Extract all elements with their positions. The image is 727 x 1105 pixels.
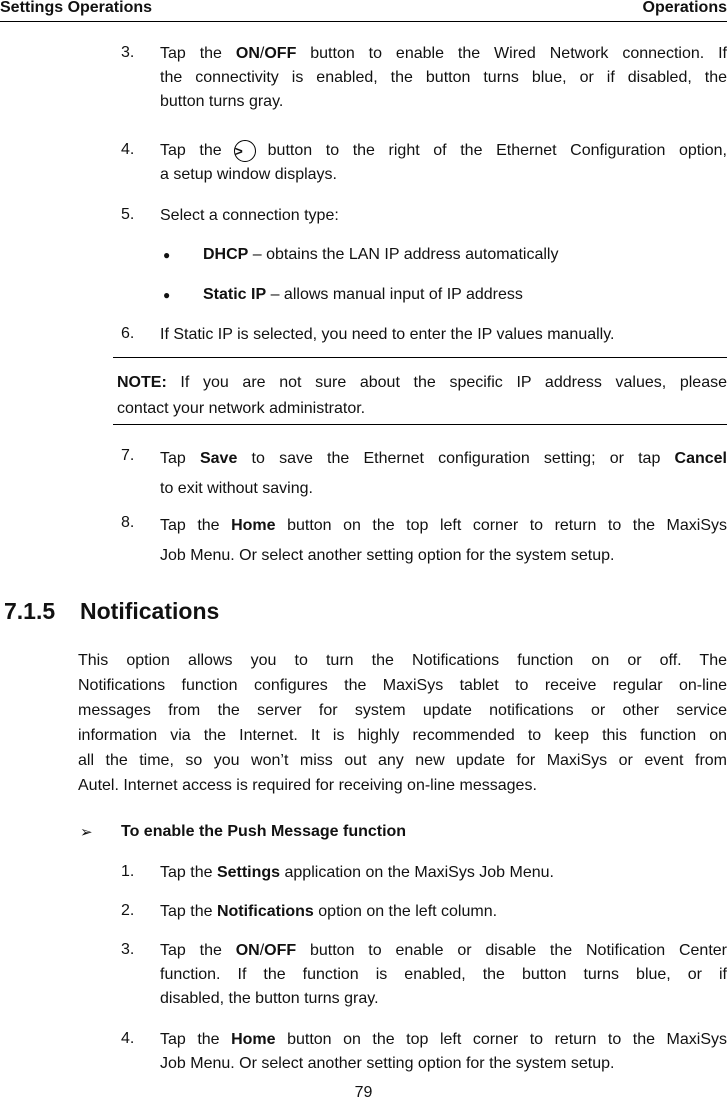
arrow-bullet-icon: ➢ <box>80 824 93 841</box>
step-3a-line1-part: / <box>259 45 265 62</box>
header-right-title: Operations <box>642 0 727 16</box>
step-b3-sep: / <box>259 942 265 959</box>
step-b2-pre: Tap the <box>160 903 217 920</box>
page-header <box>0 0 727 22</box>
step-4a-pre: Tap the <box>160 142 222 159</box>
bold-term: Notifications <box>216 903 314 920</box>
bold-term: OFF <box>264 45 297 62</box>
step-4a-line2: a setup window displays. <box>160 166 337 183</box>
bold-term: Home <box>231 1031 276 1048</box>
step-b3-line3: disabled, the button turns gray. <box>160 990 379 1007</box>
section-heading <box>4 598 219 625</box>
bullet-term: Static IP <box>203 286 267 303</box>
step-number: 2. <box>121 902 135 919</box>
step-3a-line3: button turns gray. <box>160 93 284 110</box>
step-b3-pre: Tap the <box>160 942 236 959</box>
step-8-line2: Job Menu. Or select another setting option for the system setup. <box>160 547 615 564</box>
step-b1-post: application on the MaxiSys Job Menu. <box>280 864 554 881</box>
paragraph-line: messages from the server for system update notifications or other service <box>78 702 727 719</box>
step-b3-line2: function. If the function is enabled, the button turns blue, or if <box>160 966 727 983</box>
note-label: NOTE: <box>117 374 167 391</box>
step-7-line2: to exit without saving. <box>160 480 313 497</box>
step-b2-post: option on the left column. <box>313 903 498 920</box>
step-text <box>160 511 727 571</box>
step-3a-line1-part: Tap the <box>160 45 236 62</box>
step-number: 5. <box>121 206 135 223</box>
paragraph-line: Autel. Internet access is required for receiving on-line messages. <box>78 777 537 794</box>
step-7-pre: Tap <box>160 450 200 467</box>
note-line2: contact your network administrator. <box>117 400 366 417</box>
note-box <box>113 357 727 425</box>
step-text <box>160 42 727 114</box>
bullet-dot: ● <box>163 288 171 302</box>
paragraph-line: information via the Internet. It is highly recommended to keep this function on <box>78 727 727 744</box>
step-8-post: button on the top left corner to return to the MaxiSys <box>275 517 727 534</box>
step-3a-line1-part: button to enable the Wired Network connection. If <box>296 45 727 62</box>
step-text <box>160 861 727 885</box>
body-paragraph <box>78 648 727 798</box>
bold-term: ON <box>235 942 260 959</box>
bold-term: Settings <box>216 864 281 881</box>
step-b4-pre: Tap the <box>160 1031 232 1048</box>
step-text: Select a connection type: <box>160 207 339 224</box>
note-line1: If you are not sure about the specific IP address values, please <box>166 374 727 391</box>
bullet-item <box>203 246 558 264</box>
step-number: 8. <box>121 514 135 531</box>
note-text <box>117 370 727 422</box>
step-number: 6. <box>121 325 135 342</box>
step-text <box>160 939 727 1011</box>
paragraph-line: This option allows you to turn the Notifications function on or off. The <box>78 652 727 669</box>
bold-term: ON <box>235 45 260 62</box>
bold-term: Cancel <box>674 450 727 467</box>
step-b4-post: button on the top left corner to return to the MaxiSys <box>275 1031 727 1048</box>
header-left-title: Settings Operations <box>0 0 153 16</box>
step-7-mid: to save the Ethernet configuration setting; or tap <box>237 450 675 467</box>
paragraph-line: all the time, so you won’t miss out any new update for MaxiSys or event from <box>78 752 727 769</box>
bullet-dot: ● <box>163 248 171 262</box>
bold-term: OFF <box>264 942 297 959</box>
bullet-desc: – allows manual input of IP address <box>266 286 523 303</box>
paragraph-line: Notifications function configures the MaxiSys tablet to receive regular on-line <box>78 677 727 694</box>
step-number: 3. <box>121 941 135 958</box>
step-text: If Static IP is selected, you need to enter the IP values manually. <box>160 326 615 343</box>
bullet-desc: – obtains the LAN IP address automatically <box>248 246 559 263</box>
step-4a-post: button to the right of the Ethernet Configuration option, <box>267 142 727 159</box>
step-3a-line2: the connectivity is enabled, the button turns blue, or if disabled, the <box>160 69 727 86</box>
step-text <box>160 900 727 924</box>
step-number: 4. <box>121 141 135 158</box>
step-text <box>160 139 727 187</box>
step-text <box>160 1028 727 1076</box>
bold-term: Home <box>231 517 276 534</box>
bullet-term: DHCP <box>203 246 249 263</box>
procedure-subheading: To enable the Push Message function <box>121 823 407 840</box>
step-number: 4. <box>121 1030 135 1047</box>
bullet-item <box>203 286 523 304</box>
step-text <box>160 444 727 504</box>
step-number: 3. <box>121 44 135 61</box>
section-number: 7.1.5 <box>4 598 56 624</box>
step-number: 7. <box>121 447 135 464</box>
step-b1-pre: Tap the <box>160 864 217 881</box>
chevron-right-circle-icon: > <box>234 140 256 162</box>
step-b4-line2: Job Menu. Or select another setting option for the system setup. <box>160 1055 615 1072</box>
step-b3-post: button to enable or disable the Notification Center <box>296 942 727 959</box>
step-8-pre: Tap the <box>160 517 232 534</box>
page-number: 79 <box>354 1084 373 1101</box>
step-number: 1. <box>121 863 135 880</box>
bold-term: Save <box>199 450 238 467</box>
section-title: Notifications <box>80 598 220 624</box>
